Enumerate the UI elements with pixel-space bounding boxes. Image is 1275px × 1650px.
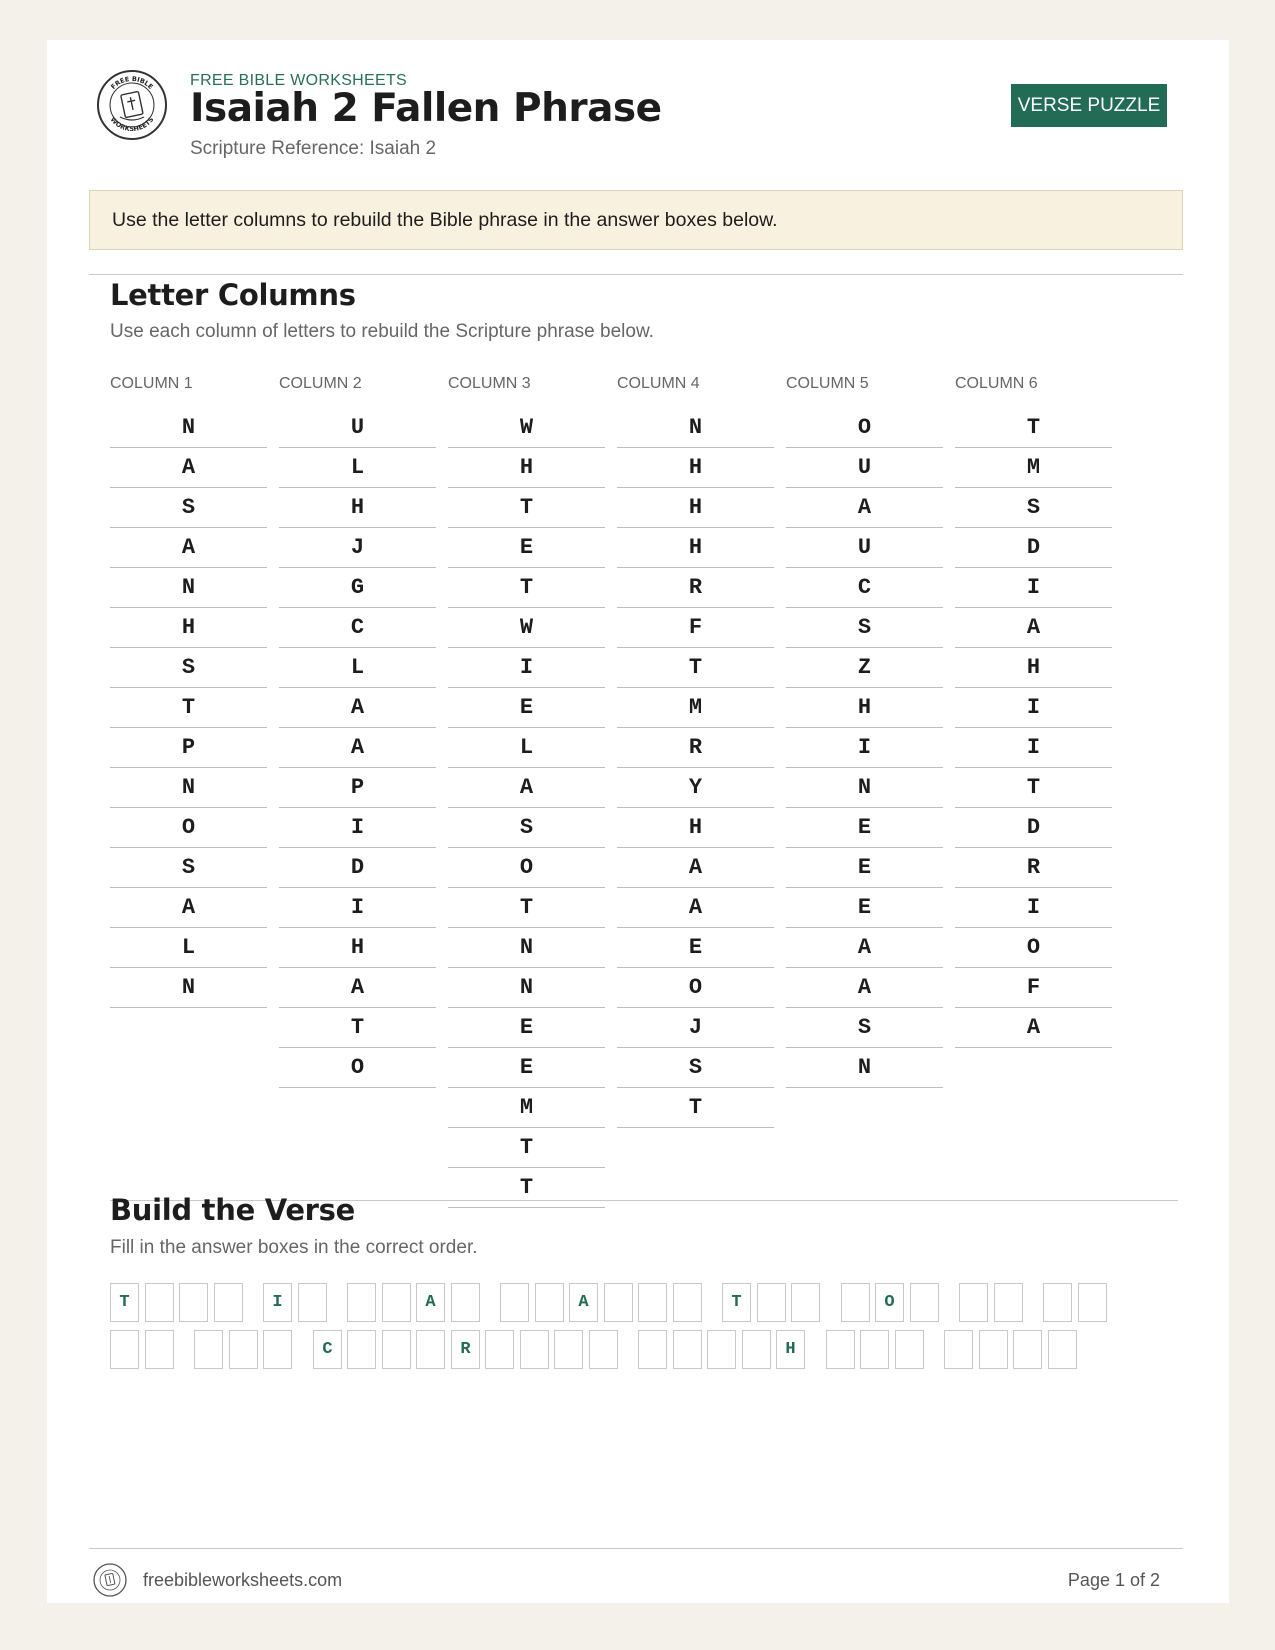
answer-box[interactable] <box>757 1283 786 1322</box>
letter-column-2 <box>279 376 436 1088</box>
answer-box[interactable] <box>214 1283 243 1322</box>
column-letter: N <box>786 1048 943 1088</box>
column-letter: A <box>786 488 943 528</box>
column-letter: I <box>786 728 943 768</box>
column-letter: E <box>786 808 943 848</box>
answer-box[interactable] <box>382 1330 411 1369</box>
column-letter: F <box>955 968 1112 1008</box>
column-letter: H <box>617 808 774 848</box>
column-label: COLUMN 6 <box>955 375 1038 392</box>
answer-box[interactable] <box>742 1330 771 1369</box>
letter-column-1 <box>110 376 267 1008</box>
column-letter: E <box>617 928 774 968</box>
column-letter: T <box>448 888 605 928</box>
column-letter: S <box>110 648 267 688</box>
answer-box[interactable] <box>145 1330 174 1369</box>
column-letter: N <box>110 568 267 608</box>
answer-box[interactable] <box>1013 1330 1042 1369</box>
divider <box>89 274 1183 275</box>
column-letter: J <box>279 528 436 568</box>
scripture-reference: Scripture Reference: Isaiah 2 <box>190 138 437 159</box>
column-letter: I <box>448 648 605 688</box>
build-verse-title: Build the Verse <box>110 1193 356 1227</box>
column-letter: I <box>955 888 1112 928</box>
column-letter: N <box>617 408 774 448</box>
column-letter: E <box>448 688 605 728</box>
column-letter: M <box>955 448 1112 488</box>
column-letter: W <box>448 408 605 448</box>
answer-box[interactable] <box>520 1330 549 1369</box>
answer-box[interactable] <box>979 1330 1008 1369</box>
column-letter: S <box>110 848 267 888</box>
column-letter: L <box>110 928 267 968</box>
column-letter: O <box>955 928 1112 968</box>
column-letter: E <box>448 528 605 568</box>
column-letter: J <box>617 1008 774 1048</box>
answer-box-hint: A <box>569 1283 598 1322</box>
column-letter: A <box>110 448 267 488</box>
column-letter: N <box>448 928 605 968</box>
column-letter: N <box>110 408 267 448</box>
column-letter: S <box>955 488 1112 528</box>
column-letter: O <box>786 408 943 448</box>
site-logo <box>96 69 168 141</box>
page-number: Page 1 of 2 <box>1067 1570 1160 1590</box>
column-letter: S <box>110 488 267 528</box>
svg-text:WORKSHEETS: WORKSHEETS <box>108 115 156 134</box>
column-letter: H <box>955 648 1112 688</box>
answer-box[interactable] <box>826 1330 855 1369</box>
site-kicker: FREE BIBLE WORKSHEETS <box>190 72 408 89</box>
column-letter: A <box>786 968 943 1008</box>
answer-box[interactable] <box>638 1283 667 1322</box>
column-letter: H <box>279 488 436 528</box>
column-letter: O <box>448 848 605 888</box>
answer-box[interactable] <box>229 1330 258 1369</box>
column-letter: E <box>448 1008 605 1048</box>
answer-box[interactable] <box>1078 1283 1107 1322</box>
column-letter: E <box>448 1048 605 1088</box>
column-letter: H <box>448 448 605 488</box>
letter-column-6 <box>955 376 1112 1048</box>
answer-box-hint: R <box>451 1330 480 1369</box>
column-letter: A <box>279 688 436 728</box>
answer-box[interactable] <box>673 1330 702 1369</box>
answer-box[interactable] <box>707 1330 736 1369</box>
column-letter: F <box>617 608 774 648</box>
answer-box[interactable] <box>673 1283 702 1322</box>
answer-box[interactable] <box>895 1330 924 1369</box>
column-letter: T <box>448 1128 605 1168</box>
column-letter: T <box>617 648 774 688</box>
letter-columns-title: Letter Columns <box>110 278 356 312</box>
column-letter: R <box>617 728 774 768</box>
column-letter: U <box>786 528 943 568</box>
column-letter: U <box>786 448 943 488</box>
answer-box-hint: H <box>776 1330 805 1369</box>
column-letter: H <box>110 608 267 648</box>
answer-box-hint: T <box>722 1283 751 1322</box>
footer-logo <box>93 1563 127 1597</box>
answer-box[interactable] <box>263 1330 292 1369</box>
answer-box[interactable] <box>1043 1283 1072 1322</box>
answer-box[interactable] <box>589 1330 618 1369</box>
answer-box-hint: O <box>875 1283 904 1322</box>
answer-box[interactable] <box>298 1283 327 1322</box>
worksheet-page <box>47 40 1229 1603</box>
answer-box[interactable] <box>554 1330 583 1369</box>
instructions-text: Use the letter columns to rebuild the Bible phrase in the answer boxes below. <box>112 208 778 231</box>
answer-box[interactable] <box>347 1330 376 1369</box>
column-letter: S <box>448 808 605 848</box>
column-letter: R <box>955 848 1112 888</box>
answer-box[interactable] <box>485 1330 514 1369</box>
column-letter: R <box>617 568 774 608</box>
column-label: COLUMN 5 <box>786 375 869 392</box>
letter-columns-subtitle: Use each column of letters to rebuild the Scripture phrase below. <box>110 321 654 342</box>
page-title: Isaiah 2 Fallen Phrase <box>190 86 662 131</box>
svg-text:FREE BIBLE: FREE BIBLE <box>109 74 155 91</box>
column-letter: A <box>110 528 267 568</box>
column-letter: Y <box>617 768 774 808</box>
column-letter: T <box>448 1168 605 1208</box>
answer-box[interactable] <box>451 1283 480 1322</box>
column-letter: I <box>955 688 1112 728</box>
column-letter: M <box>617 688 774 728</box>
column-letter: H <box>786 688 943 728</box>
answer-box[interactable] <box>944 1330 973 1369</box>
column-letter: N <box>110 968 267 1008</box>
column-letter: H <box>617 448 774 488</box>
answer-box-hint: A <box>416 1283 445 1322</box>
column-label: COLUMN 2 <box>279 375 362 392</box>
answer-box[interactable] <box>959 1283 988 1322</box>
answer-box[interactable] <box>179 1283 208 1322</box>
column-letter: P <box>279 768 436 808</box>
column-letter: D <box>955 528 1112 568</box>
column-letter: H <box>617 488 774 528</box>
answer-box[interactable] <box>841 1283 870 1322</box>
column-letter: N <box>110 768 267 808</box>
column-letter: L <box>448 728 605 768</box>
answer-box[interactable] <box>910 1283 939 1322</box>
column-label: COLUMN 4 <box>617 375 700 392</box>
answer-box[interactable] <box>638 1330 667 1369</box>
column-letter: A <box>617 848 774 888</box>
answer-box[interactable] <box>382 1283 411 1322</box>
column-letter: A <box>617 888 774 928</box>
answer-box[interactable] <box>604 1283 633 1322</box>
column-letter: T <box>955 768 1112 808</box>
verse-puzzle-badge: VERSE PUZZLE <box>1011 84 1167 127</box>
column-letter: H <box>279 928 436 968</box>
column-letter: L <box>279 648 436 688</box>
instructions-box <box>89 190 1183 250</box>
column-label: COLUMN 3 <box>448 375 531 392</box>
column-letter: A <box>786 928 943 968</box>
column-letter: A <box>955 1008 1112 1048</box>
column-letter: E <box>786 848 943 888</box>
answer-box-hint: I <box>263 1283 292 1322</box>
column-letter: Z <box>786 648 943 688</box>
letter-column-3 <box>448 376 605 1208</box>
column-letter: I <box>955 728 1112 768</box>
column-letter: T <box>110 688 267 728</box>
column-letter: M <box>448 1088 605 1128</box>
column-letter: S <box>786 608 943 648</box>
answer-box[interactable] <box>535 1283 564 1322</box>
column-letter: T <box>617 1088 774 1128</box>
column-letter: S <box>786 1008 943 1048</box>
answer-box[interactable] <box>194 1330 223 1369</box>
column-letter: A <box>279 968 436 1008</box>
answer-box-hint: T <box>110 1283 139 1322</box>
column-letter: G <box>279 568 436 608</box>
column-letter: I <box>955 568 1112 608</box>
column-letter: O <box>110 808 267 848</box>
footer-site[interactable]: freebibleworksheets.com <box>143 1570 343 1590</box>
column-letter: E <box>786 888 943 928</box>
column-letter: T <box>955 408 1112 448</box>
column-letter: T <box>279 1008 436 1048</box>
column-letter: A <box>110 888 267 928</box>
column-label: COLUMN 1 <box>110 375 193 392</box>
column-letter: I <box>279 808 436 848</box>
column-letter: P <box>110 728 267 768</box>
column-letter: O <box>279 1048 436 1088</box>
answer-box[interactable] <box>110 1330 139 1369</box>
column-letter: C <box>786 568 943 608</box>
column-letter: W <box>448 608 605 648</box>
answer-box[interactable] <box>1048 1330 1077 1369</box>
column-letter: N <box>786 768 943 808</box>
column-letter: H <box>617 528 774 568</box>
column-letter: T <box>448 568 605 608</box>
column-letter: N <box>448 968 605 1008</box>
answer-box[interactable] <box>994 1283 1023 1322</box>
letter-column-5 <box>786 376 943 1088</box>
column-letter: C <box>279 608 436 648</box>
column-letter: D <box>279 848 436 888</box>
build-verse-subtitle: Fill in the answer boxes in the correct order. <box>110 1237 478 1258</box>
column-letter: D <box>955 808 1112 848</box>
letter-column-4 <box>617 376 774 1128</box>
footer-divider <box>89 1548 1183 1549</box>
answer-box[interactable] <box>145 1283 174 1322</box>
answer-box[interactable] <box>347 1283 376 1322</box>
column-letter: A <box>279 728 436 768</box>
answer-box[interactable] <box>860 1330 889 1369</box>
answer-box[interactable] <box>500 1283 529 1322</box>
column-letter: U <box>279 408 436 448</box>
column-letter: L <box>279 448 436 488</box>
column-letter: A <box>448 768 605 808</box>
column-letter: A <box>955 608 1112 648</box>
answer-box[interactable] <box>416 1330 445 1369</box>
column-letter: O <box>617 968 774 1008</box>
column-letter: T <box>448 488 605 528</box>
column-letter: S <box>617 1048 774 1088</box>
answer-box[interactable] <box>791 1283 820 1322</box>
column-letter: I <box>279 888 436 928</box>
answer-box-hint: C <box>313 1330 342 1369</box>
